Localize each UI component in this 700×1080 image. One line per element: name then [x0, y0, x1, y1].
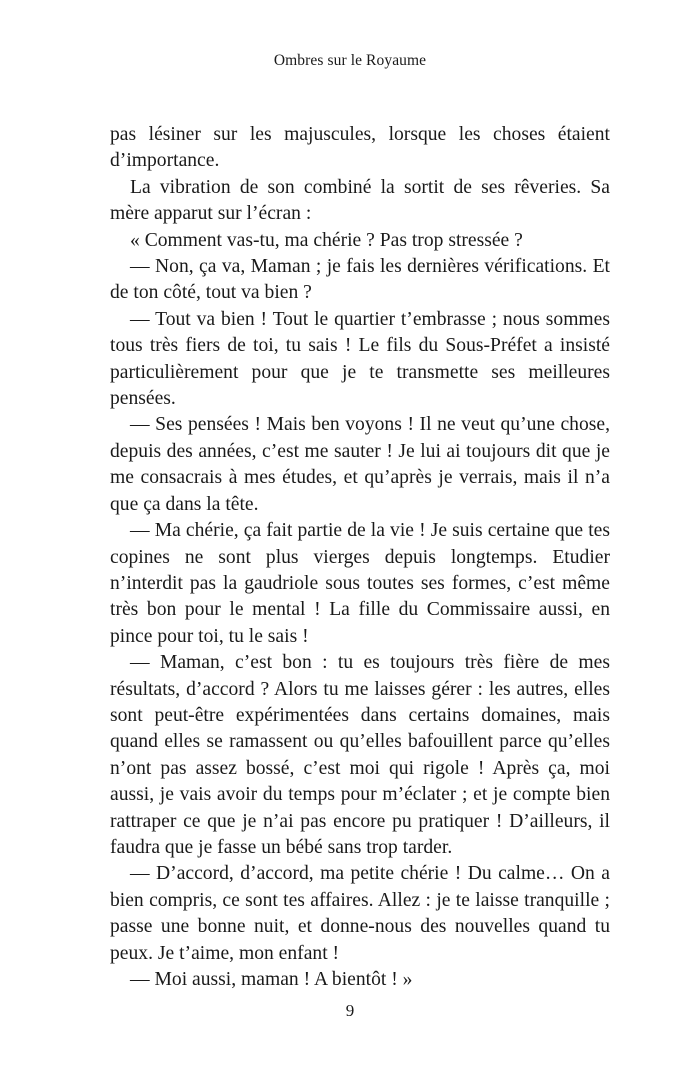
running-header: Ombres sur le Royaume [273, 52, 427, 69]
dialogue-line: — Moi aussi, maman ! A bientôt ! » [130, 969, 413, 990]
dialogue-line: — Maman, c’est bon : tu es toujours très fière de mes résultats, d’accord ? Alors tu me laisses gérer : les autres, elles sont peut-être expérimentées dans certains domaines, mais quand elles se ramassent ou qu’elles bafouillent parce qu’elles n’ont pas assez bossé, c’est moi qui rigole ! Après ça, moi aussi, je vais avoir du temps pour m’éclater ; et je compte bien rattraper ce que je n’ai pas encore pu pratiquer ! D’ailleurs, il faudra que je fasse un bébé sans trop tarder. [110, 652, 610, 858]
dialogue-line: — Tout va bien ! Tout le quartier t’embrasse ; nous sommes tous très fiers de toi, tu sais ! Le fils du Sous-Préfet a insisté particulièrement pour que je te transmette ses meilleures pensées. [110, 308, 610, 410]
page-number: 9 [345, 1001, 355, 1020]
paragraph: La vibration de son combiné la sortit de ses rêveries. Sa mère apparut sur l’écran : [110, 176, 610, 225]
dialogue-line: — Non, ça va, Maman ; je fais les dernières vérifications. Et de ton côté, tout va bien ? [110, 256, 610, 304]
dialogue-line: — Ses pensées ! Mais ben voyons ! Il ne veut qu’une chose, depuis des années, c’est me sauter ! Je lui ai toujours dit que je me consacrais à mes études, et qu’après je verrais, mais il n’a que ça dans la tête. [110, 414, 610, 515]
paragraph: pas lésiner sur les majuscules, lorsque les choses étaient d’importance. [110, 124, 610, 172]
body-text [110, 122, 610, 993]
dialogue-line: « Comment vas-tu, ma chérie ? Pas trop stressée ? [130, 229, 523, 251]
dialogue-line: — D’accord, d’accord, ma petite chérie ! Du calme… On a bien compris, ce sont tes affaires. Allez : je te laisse tranquille ; passe une bonne nuit, et donne-nous des nouvelles quand tu peux. Je t’aime, mon enfant ! [110, 863, 610, 964]
dialogue-line: — Ma chérie, ça fait partie de la vie ! Je suis certaine que tes copines ne sont plus vierges depuis longtemps. Etudier n’interdit pas la gaudriole sous toutes ses formes, c’est même très bon pour le mental ! La fille du Commissaire aussi, en pince pour toi, tu le sais ! [110, 520, 610, 647]
